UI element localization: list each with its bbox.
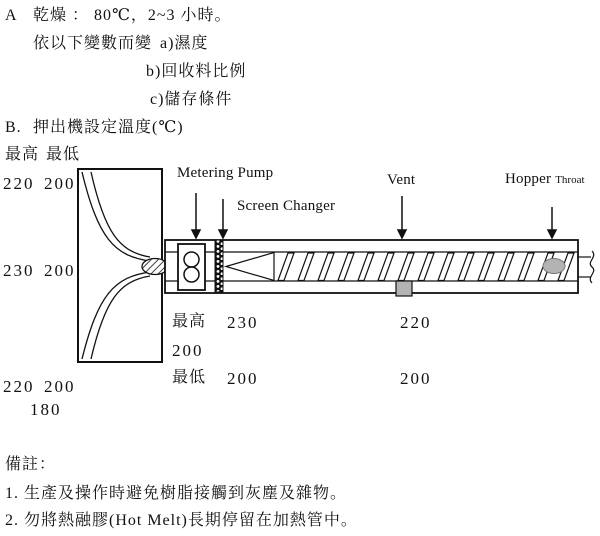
die-temp-row2-max: 230	[3, 261, 35, 280]
metering-pump-label: Metering Pump	[177, 165, 274, 181]
screen-changer	[215, 240, 223, 292]
section-b-title: 押出機設定溫度(℃)	[33, 119, 184, 136]
note-item-2: 2. 勿將熱融膠(Hot Melt)長期停留在加熱管中。	[5, 512, 358, 529]
barrel-max-vent: 220	[400, 313, 432, 332]
die-temp-row1-min: 200	[44, 174, 76, 193]
metering-pump-arrow	[192, 193, 200, 238]
screen-changer-label: Screen Changer	[237, 198, 336, 214]
vent-arrow	[398, 196, 406, 238]
barrel-min-vent: 200	[400, 369, 432, 388]
vent-port	[396, 281, 412, 296]
throat-label-word: Throat	[555, 174, 585, 186]
die-max-header: 最高	[5, 146, 40, 163]
die-temp-extra: 180	[30, 400, 62, 419]
hopper-arrow	[548, 207, 556, 238]
note-item-1: 1. 生產及操作時避免樹脂接觸到灰塵及雜物。	[5, 485, 348, 502]
variable-b: b)回收料比例	[146, 63, 247, 80]
barrel-max-label: 最高	[172, 313, 207, 330]
hopper-label-word: Hopper	[505, 171, 552, 187]
hopper-throat-label	[505, 171, 585, 188]
die-temp-row3-max: 220	[3, 377, 35, 396]
die-temp-row3-min: 200	[44, 377, 76, 396]
barrel-min-screen: 200	[227, 369, 259, 388]
section-a-label: A	[5, 7, 18, 24]
section-b-label: B.	[5, 119, 22, 136]
variable-a: a)濕度	[160, 35, 209, 52]
variable-c: c)儲存條件	[150, 91, 233, 108]
die-min-header: 最低	[46, 146, 81, 163]
barrel-mid-value: 200	[172, 341, 204, 360]
metering-pump	[178, 244, 205, 290]
die-temp-row2-min: 200	[44, 261, 76, 280]
barrel-max-screen: 230	[227, 313, 259, 332]
barrel-min-label: 最低	[172, 369, 207, 386]
screw-shaft-break	[578, 251, 594, 283]
section-a-vary-prefix: 依以下變數而變	[33, 35, 153, 52]
notes-title: 備註：	[5, 456, 57, 473]
die-temp-row1-max: 220	[3, 174, 35, 193]
screen-changer-arrow	[219, 199, 227, 238]
vent-label: Vent	[387, 172, 416, 188]
section-a-drying-text: 乾燥 ： 80℃，2~3 小時。	[33, 7, 232, 24]
pellet	[543, 259, 565, 274]
